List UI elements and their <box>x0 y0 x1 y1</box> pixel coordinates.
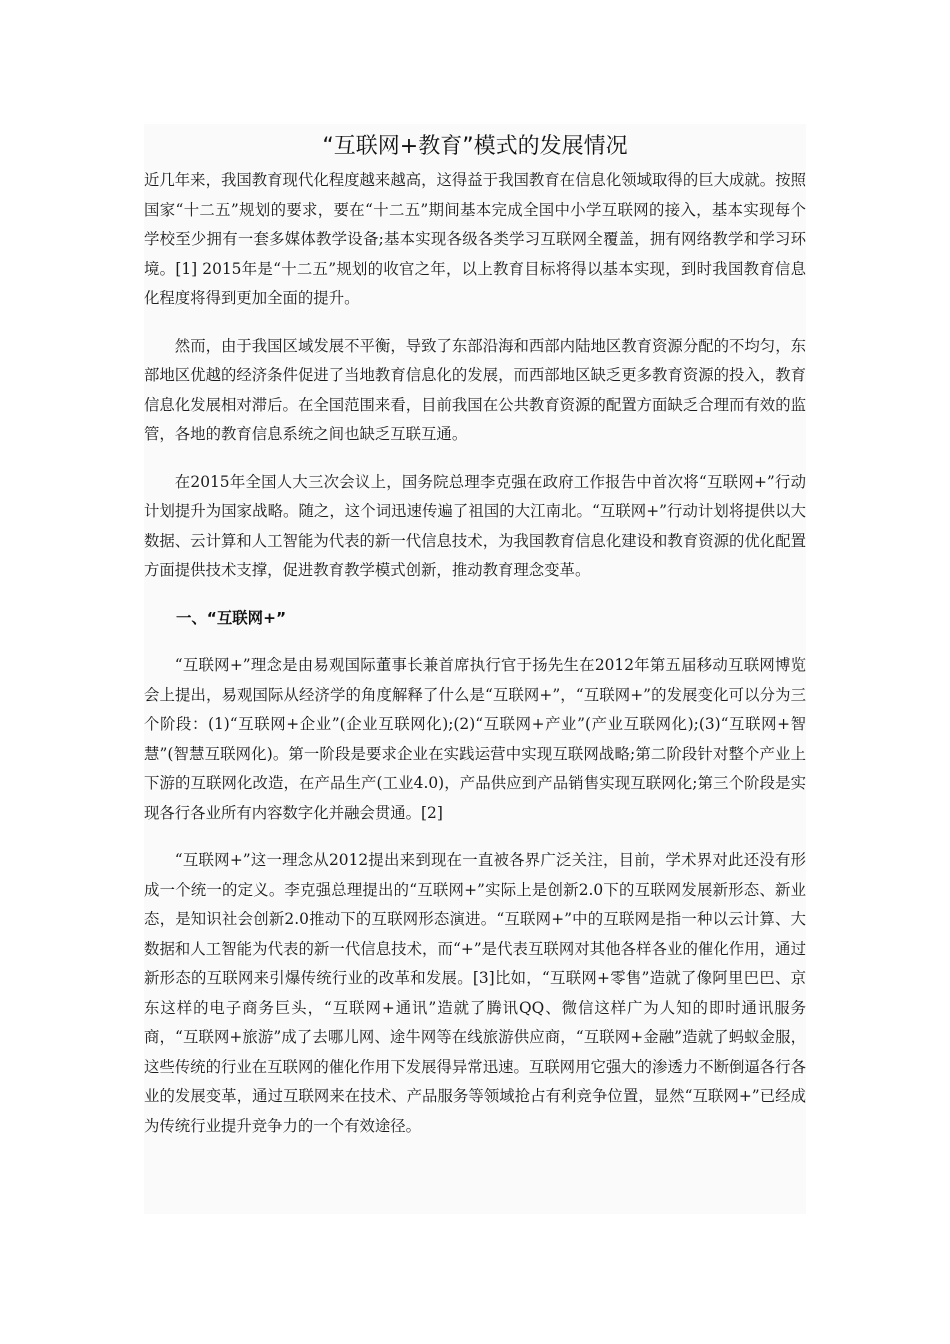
paragraph-concept-origin: “互联网+”理念是由易观国际董事长兼首席执行官于扬先生在2012年第五届移动互联网博览会上提出，易观国际从经济学的角度解释了什么是“互联网+”，“互联网+”的发展变化可以分为三个阶段：(1)“互联网+企业”(企业互联网化);(2)“互联网+产业”(产业互联网化);(3)“互联网+智慧”(智慧互联网化)。第一阶段是要求企业在实践运营中实现互联网战略;第二阶段针对整个产业上下游的互联网化改造，在产品生产(工业4.0)，产品供应到产品销售实现互联网化;第三个阶段是实现各行各业所有内容数字化并融会贯通。[2] <box>144 656 806 822</box>
document-title: “互联网+教育”模式的发展情况 <box>322 134 628 159</box>
document-body <box>144 124 806 1214</box>
section-heading: 一、“互联网+” <box>176 608 287 627</box>
paragraph-intro: 近几年来，我国教育现代化程度越来越高，这得益于我国教育在信息化领域取得的巨大成就。按照国家“十二五”规划的要求，要在“十二五”期间基本完成全国中小学互联网的接入，基本实现每个学校至少拥有一套多媒体教学设备;基本实现各级各类学习互联网全覆盖，拥有网络教学和学习环境。[1] 2015年是“十二五”规划的收官之年，以上教育目标将得以基本实现，到时我国教育信息化程度将得到更加全面的提升。 <box>144 171 806 307</box>
paragraph-regional-imbalance: 然而，由于我国区域发展不平衡，导致了东部沿海和西部内陆地区教育资源分配的不均匀，东部地区优越的经济条件促进了当地教育信息化的发展，而西部地区缺乏更多教育资源的投入，教育信息化发展相对滞后。在全国范围来看，目前我国在公共教育资源的配置方面缺乏合理而有效的监管，各地的教育信息系统之间也缺乏互联互通。 <box>144 336 806 443</box>
paragraph-concept-definition: “互联网+”这一理念从2012提出来到现在一直被各界广泛关注，目前，学术界对此还没有形成一个统一的定义。李克强总理提出的“互联网+”实际上是创新2.0下的互联网发展新形态、新业态，是知识社会创新2.0推动下的互联网形态演进。“互联网+”中的互联网是指一种以云计算、大数据和人工智能为代表的新一代信息技术，而“+”是代表互联网对其他各样各业的催化作用，通过新形态的互联网来引爆传统行业的改革和发展。[3]比如，“互联网+零售”造就了像阿里巴巴、京东这样的电子商务巨头，“互联网+通讯”造就了腾讯QQ、微信这样广为人知的即时通讯服务商，“互联网+旅游”成了去哪儿网、途牛网等在线旅游供应商，“互联网+金融”造就了蚂蚁金服，这些传统的行业在互联网的催化作用下发展得异常迅速。互联网用它强大的渗透力不断倒逼各行各业的发展变革，通过互联网来在技术、产品服务等领域抢占有利竞争位置，显然“互联网+”已经成为传统行业提升竞争力的一个有效途径。 <box>144 851 806 1135</box>
paragraph-national-strategy: 在2015年全国人大三次会议上，国务院总理李克强在政府工作报告中首次将“互联网+”行动计划提升为国家战略。随之，这个词迅速传遍了祖国的大江南北。“互联网+”行动计划将提供以大数据、云计算和人工智能为代表的新一代信息技术，为我国教育信息化建设和教育资源的优化配置方面提供技术支撑，促进教育教学模式创新，推动教育理念变革。 <box>144 472 806 579</box>
